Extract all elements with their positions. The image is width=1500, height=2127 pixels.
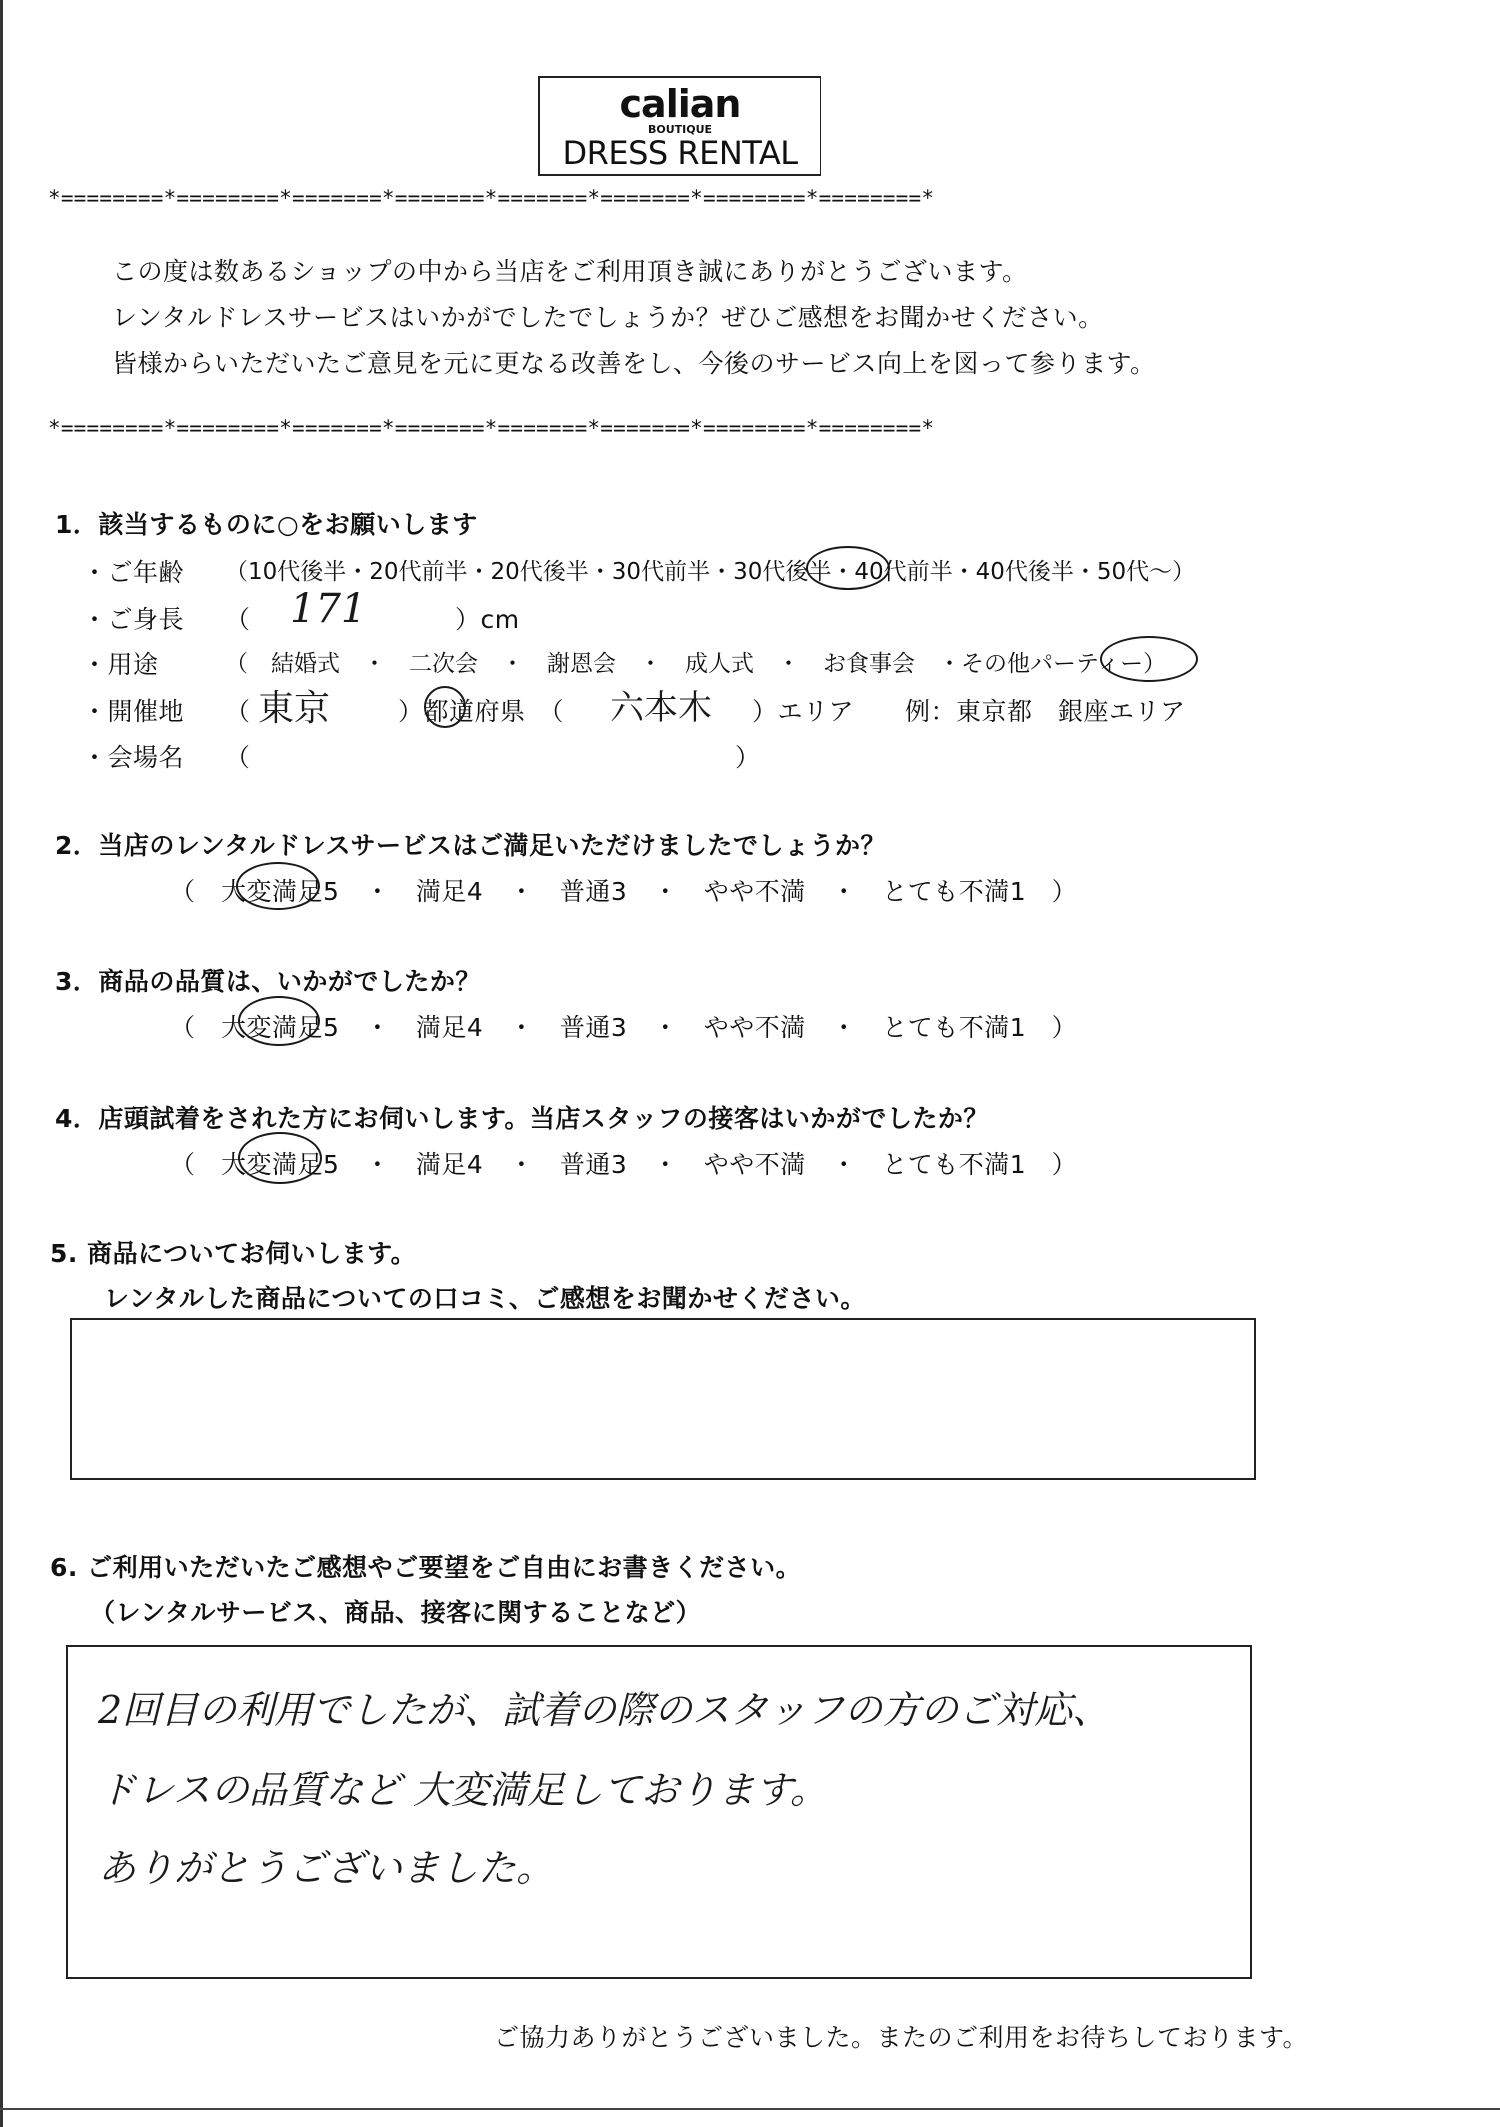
brand-logo bbox=[538, 76, 821, 176]
purpose-selected-circle bbox=[1100, 636, 1198, 682]
venue-area-value: 六本木 bbox=[610, 688, 712, 728]
hall-value: （ ） bbox=[225, 743, 761, 772]
q6-answer-box bbox=[66, 1645, 1252, 1979]
q4-selected-circle bbox=[238, 1132, 322, 1184]
q6-answer-line-1: 2回目の利用でしたが、試着の際のスタッフの方のご対応、 bbox=[98, 1688, 1111, 1732]
purpose-options: （ 結婚式 ・ 二次会 ・ 謝恩会 ・ 成人式 ・ お食事会 ・その他パーティー） bbox=[225, 651, 1167, 677]
age-selected-circle bbox=[806, 546, 890, 590]
q6-answer-line-2: ドレスの品質など 大変満足しております。 bbox=[98, 1768, 828, 1812]
page-bottom-rule bbox=[0, 2108, 1500, 2110]
height-label: ・ご身長 bbox=[82, 605, 185, 634]
separator-top: *========*========*=======*=======*=======*=======*========*========* bbox=[48, 186, 935, 210]
q3-selected-circle bbox=[238, 996, 320, 1046]
q2-selected-circle bbox=[236, 862, 320, 910]
logo-name: calian bbox=[619, 82, 741, 126]
q5-title: 5. 商品についてお伺いします。 bbox=[50, 1239, 417, 1268]
venue-end: ）エリア 例：東京都 銀座エリア bbox=[752, 697, 1186, 726]
hall-label: ・会場名 bbox=[82, 743, 185, 772]
venue-mid: ）都道府県 （ bbox=[398, 697, 565, 726]
intro-line-1: この度は数あるショップの中から当店をご利用頂き誠にありがとうございます。 bbox=[112, 257, 1028, 286]
q4-scale: （ 大変満足5 ・ 満足4 ・ 普通3 ・ やや不満 ・ とても不満1 ） bbox=[170, 1150, 1078, 1179]
purpose-label: ・用途 bbox=[82, 650, 159, 679]
q6-answer-line-3: ありがとうございました。 bbox=[98, 1846, 555, 1890]
height-close: ）cm bbox=[455, 605, 520, 634]
separator-bottom: *========*========*=======*=======*=======*=======*========*========* bbox=[48, 416, 935, 440]
q2-title: 2．当店のレンタルドレスサービスはご満足いただけましたでしょうか？ bbox=[55, 831, 887, 860]
venue-open: （ bbox=[225, 697, 251, 726]
q6-subtitle: （レンタルサービス、商品、接客に関することなど） bbox=[90, 1598, 702, 1627]
intro-line-2: レンタルドレスサービスはいかがでしたでしょうか？ぜひご感想をお聞かせください。 bbox=[112, 303, 1104, 332]
age-options: （10代後半・20代前半・20代後半・30代前半・30代後半・40代前半・40代後半・50代～） bbox=[225, 559, 1196, 585]
q3-scale: （ 大変満足5 ・ 満足4 ・ 普通3 ・ やや不満 ・ とても不満1 ） bbox=[170, 1013, 1078, 1042]
closing-message: ご協力ありがとうございました。またのご利用をお待ちしております。 bbox=[494, 2023, 1309, 2052]
q6-title: 6. ご利用いただいたご感想やご要望をご自由にお書きください。 bbox=[50, 1553, 802, 1582]
q1-title: 1．該当するものに○をお願いします bbox=[55, 510, 478, 539]
intro-line-3: 皆様からいただいたご意見を元に更なる改善をし、今後のサービス向上を図って参ります。 bbox=[112, 349, 1156, 378]
q5-answer-box bbox=[70, 1318, 1256, 1480]
q4-title: 4．店頭試着をされた方にお伺いします。当店スタッフの接客はいかがでしたか？ bbox=[55, 1104, 989, 1133]
logo-tagline: DRESS RENTAL bbox=[562, 134, 798, 172]
venue-pref-value: 東京 bbox=[258, 688, 331, 729]
q5-subtitle: レンタルした商品についての口コミ、ご感想をお聞かせください。 bbox=[104, 1284, 866, 1313]
height-open: （ bbox=[225, 605, 251, 634]
q2-scale: （ 大変満足5 ・ 満足4 ・ 普通3 ・ やや不満 ・ とても不満1 ） bbox=[170, 877, 1078, 906]
page-left-edge bbox=[0, 0, 3, 2127]
age-label: ・ご年齢 bbox=[82, 558, 185, 587]
logo-sub: BOUTIQUE bbox=[647, 123, 713, 136]
q3-title: 3．商品の品質は、いかがでしたか？ bbox=[55, 967, 481, 996]
venue-selected-circle bbox=[424, 686, 466, 728]
height-value: 171 bbox=[290, 586, 367, 632]
venue-label: ・開催地 bbox=[82, 697, 185, 726]
